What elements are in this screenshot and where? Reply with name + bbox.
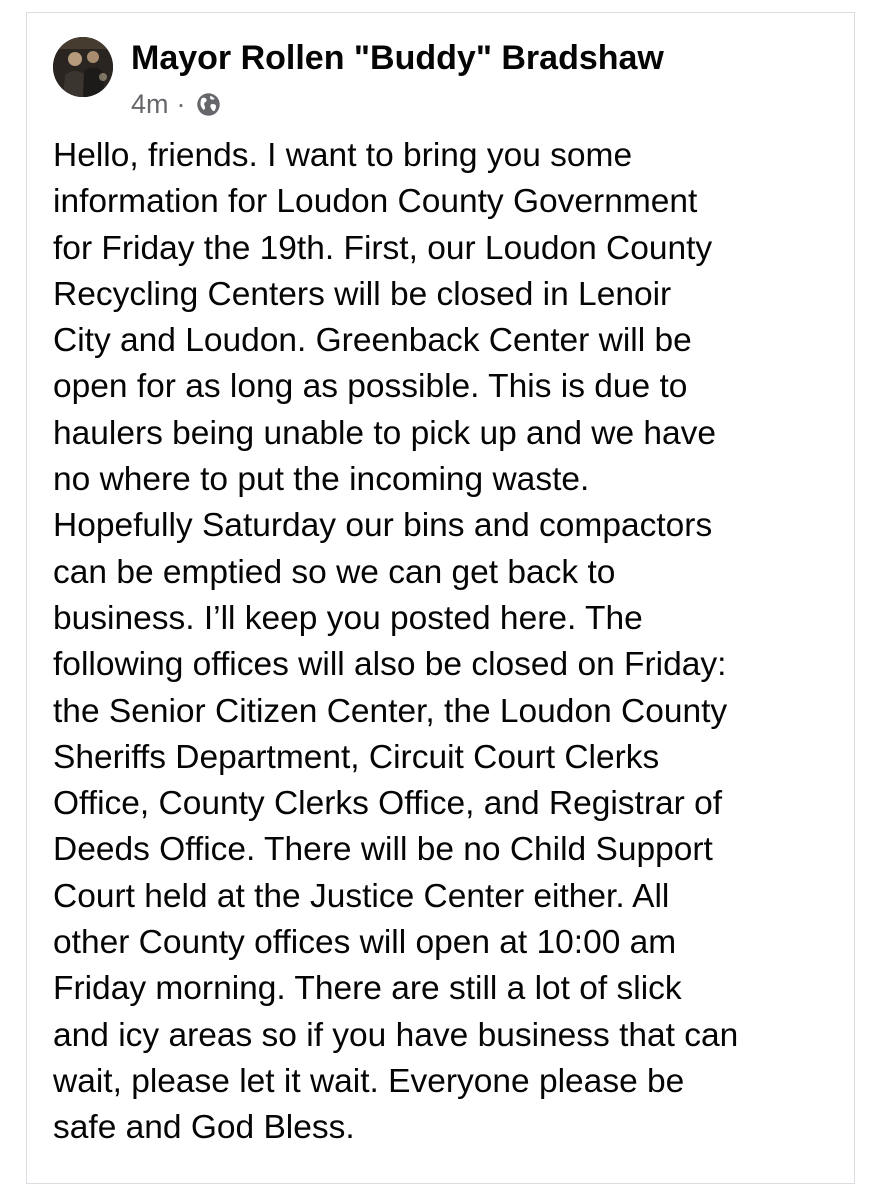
post-text-line: no where to put the incoming waste. [53, 461, 590, 499]
post-text-line: wait, please let it wait. Everyone please be [53, 1062, 685, 1100]
post-text-line: haulers being unable to pick up and we have [53, 414, 717, 452]
post-text-line: can be emptied so we can get back to [53, 553, 616, 591]
post-text-line: Office, County Clerks Office, and Registrar of [53, 785, 723, 823]
post-text-line: Hello, friends. I want to bring you some [53, 137, 633, 174]
post-text-line: City and Loudon. Greenback Center will be [53, 322, 692, 360]
post-text-line: Sheriffs Department, Circuit Court Clerks [53, 738, 660, 776]
post-timestamp[interactable]: 4m [131, 88, 169, 119]
post-text-line: following offices will also be closed on Friday: [53, 646, 727, 684]
globe-icon[interactable] [195, 91, 222, 118]
post-text-line: for Friday the 19th. First, our Loudon County [53, 229, 713, 267]
post-text-line: safe and God Bless. [53, 1109, 355, 1147]
post-text-line: Recycling Centers will be closed in Lenoir [53, 275, 672, 313]
post-text-line: Court held at the Justice Center either. All [53, 877, 670, 915]
post-text-line: information for Loudon County Government [53, 183, 698, 221]
author-name[interactable]: Mayor Rollen "Buddy" Bradshaw [131, 39, 664, 77]
post-text-line: other County offices will open at 10:00 am [53, 924, 677, 962]
post-text [53, 133, 843, 1152]
post-text-line: and icy areas so if you have business that can [53, 1016, 739, 1054]
avatar-photo [53, 37, 113, 97]
post-text-line: business. I’ll keep you posted here. The [53, 599, 643, 637]
post-card [26, 12, 855, 1184]
post-text-line: open for as long as possible. This is due to [53, 368, 688, 406]
meta-separator: · [176, 88, 186, 119]
post-meta [131, 89, 222, 119]
post-text-line: the Senior Citizen Center, the Loudon County [53, 692, 728, 730]
post-text-line: Deeds Office. There will be no Child Support [53, 831, 713, 869]
post-text-line: Hopefully Saturday our bins and compactors [53, 507, 713, 545]
post-text-line: Friday morning. There are still a lot of slick [53, 970, 682, 1008]
avatar[interactable] [53, 37, 113, 97]
